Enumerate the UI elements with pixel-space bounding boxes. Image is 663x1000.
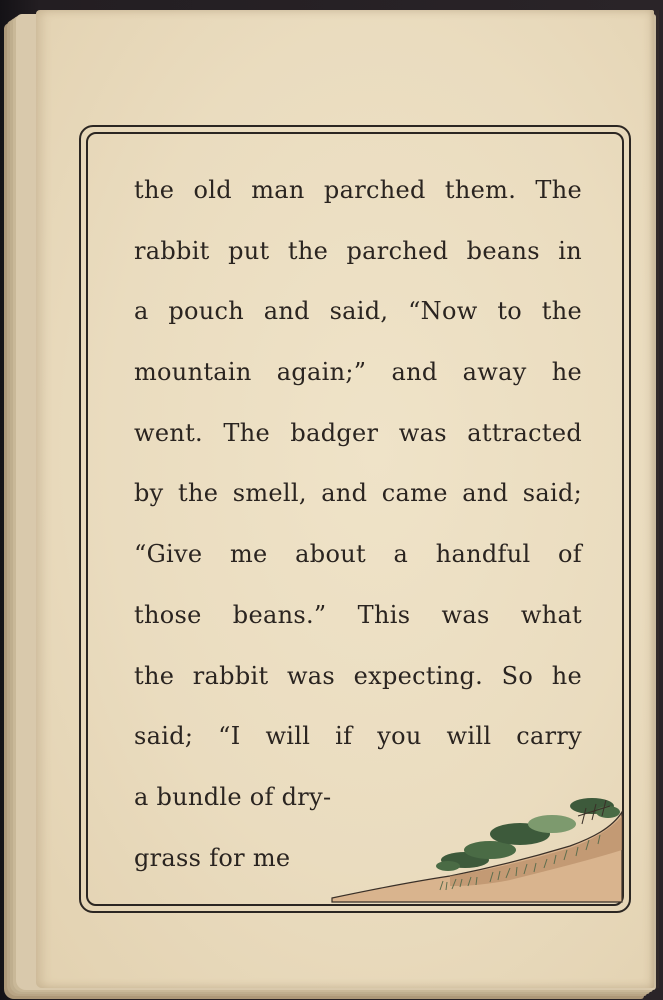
text-line-4: mountain again;” and away he — [134, 358, 582, 387]
text-line-7: “Give me about a handful of — [134, 540, 582, 569]
text-line-6: by the smell, and came and said; — [134, 479, 582, 508]
text-line-5: went. The badger was attracted — [134, 418, 582, 447]
hillside-illustration-icon — [330, 790, 630, 905]
text-line-11: a bundle of dry- — [134, 782, 332, 811]
text-line-2: rabbit put the parched beans in — [134, 236, 582, 265]
text-line-1: the old man parched them. The — [134, 176, 582, 204]
page-gutter-shadow — [649, 10, 659, 988]
text-line-12: grass for me — [134, 843, 291, 872]
text-line-3: a pouch and said, “Now to the — [134, 297, 582, 326]
text-line-10: said; “I will if you will carry — [134, 722, 582, 751]
text-line-9: the rabbit was expecting. So he — [134, 661, 582, 690]
text-line-8: those beans.” This was what — [134, 600, 582, 629]
story-text — [134, 160, 582, 888]
